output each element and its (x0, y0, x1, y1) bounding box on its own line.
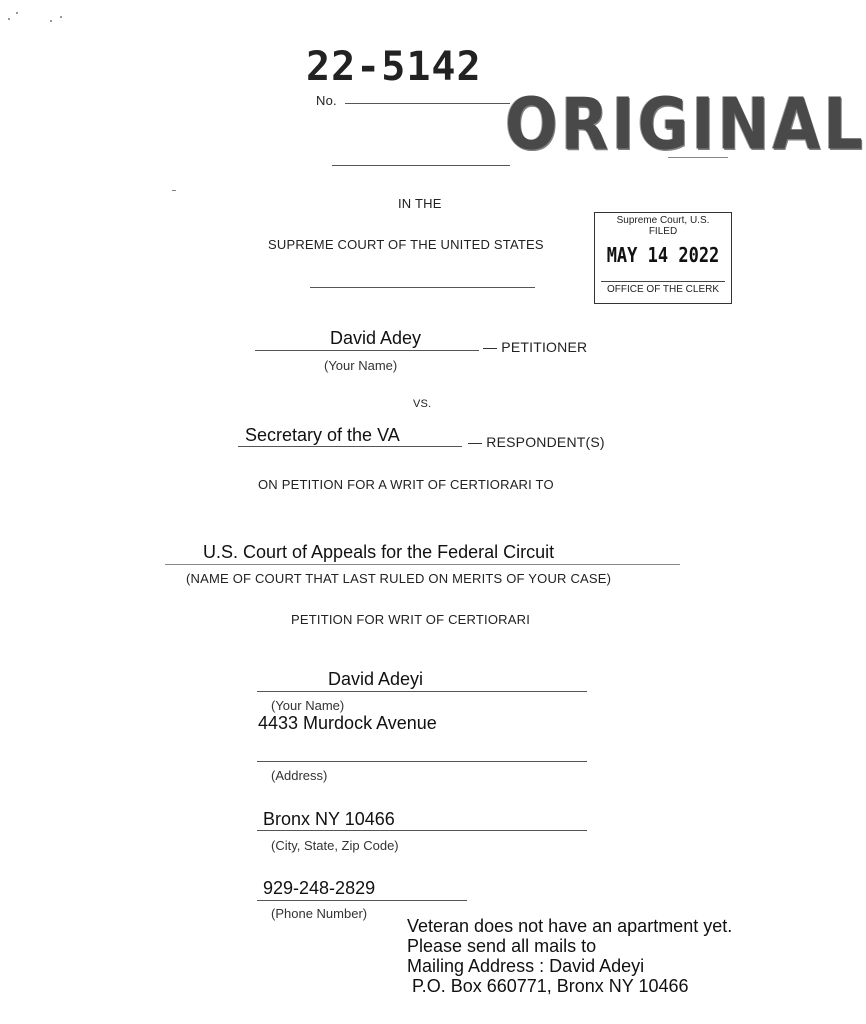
scan-speck (8, 18, 10, 20)
scan-speck (50, 20, 52, 22)
filed-stamp-office: OFFICE OF THE CLERK (601, 281, 725, 295)
respondent-name: Secretary of the VA (245, 425, 400, 445)
mailing-note-line: Mailing Address : David Adeyi (407, 956, 645, 976)
filed-stamp-filed: FILED (648, 226, 678, 237)
contact-address-line (257, 761, 587, 762)
contact-name-label: (Your Name) (271, 698, 345, 713)
respondent-line (238, 446, 462, 447)
contact-phone-label: (Phone Number) (271, 906, 368, 921)
filed-stamp (594, 212, 732, 304)
lower-court-label: (NAME OF COURT THAT LAST RULED ON MERITS OF YOUR CASE) (186, 571, 612, 586)
mailing-note-line: P.O. Box 660771, Bronx NY 10466 (407, 976, 689, 996)
contact-address-label: (Address) (271, 768, 328, 783)
scan-speck (172, 190, 176, 191)
separator-line (310, 287, 535, 288)
original-stamp: ORIGINAL (505, 82, 866, 166)
docket-no-label: No. (316, 93, 337, 108)
contact-name-line (257, 691, 587, 692)
contact-name: David Adeyi (328, 669, 424, 689)
contact-city-state-zip: Bronx NY 10466 (263, 809, 395, 829)
writ-line: ON PETITION FOR A WRIT OF CERTIORARI TO (258, 477, 554, 492)
contact-phone: 929-248-2829 (263, 878, 376, 898)
scan-speck (60, 16, 62, 18)
lower-court-line (165, 564, 680, 565)
court-name: SUPREME COURT OF THE UNITED STATES (268, 237, 544, 252)
contact-city-label: (City, State, Zip Code) (271, 838, 399, 853)
filed-stamp-date: MAY 14 2022 (606, 243, 720, 267)
docket-number: 22-5142 (306, 44, 482, 90)
mailing-note-line: Please send all mails to (407, 936, 597, 956)
mailing-note (407, 916, 732, 996)
petitioner-role: — PETITIONER (483, 339, 588, 355)
contact-city-line (257, 830, 587, 831)
petitioner-name: David Adey (330, 328, 422, 348)
contact-phone-line (257, 900, 467, 901)
versus-text: VS. (413, 398, 432, 410)
in-the-text: IN THE (398, 196, 442, 211)
respondent-role: — RESPONDENT(S) (468, 434, 605, 450)
stamp-underline (668, 157, 728, 158)
separator-line (332, 165, 510, 166)
filed-stamp-court: Supreme Court, U.S. (616, 215, 710, 226)
docket-line (345, 103, 510, 104)
lower-court-name: U.S. Court of Appeals for the Federal Circuit (203, 542, 555, 562)
petitioner-line (255, 350, 479, 351)
scan-speck (16, 12, 18, 14)
your-name-label: (Your Name) (324, 358, 398, 373)
mailing-note-line: Veteran does not have an apartment yet. (407, 916, 733, 936)
contact-address: 4433 Murdock Avenue (258, 713, 437, 733)
petition-title: PETITION FOR WRIT OF CERTIORARI (291, 612, 531, 627)
